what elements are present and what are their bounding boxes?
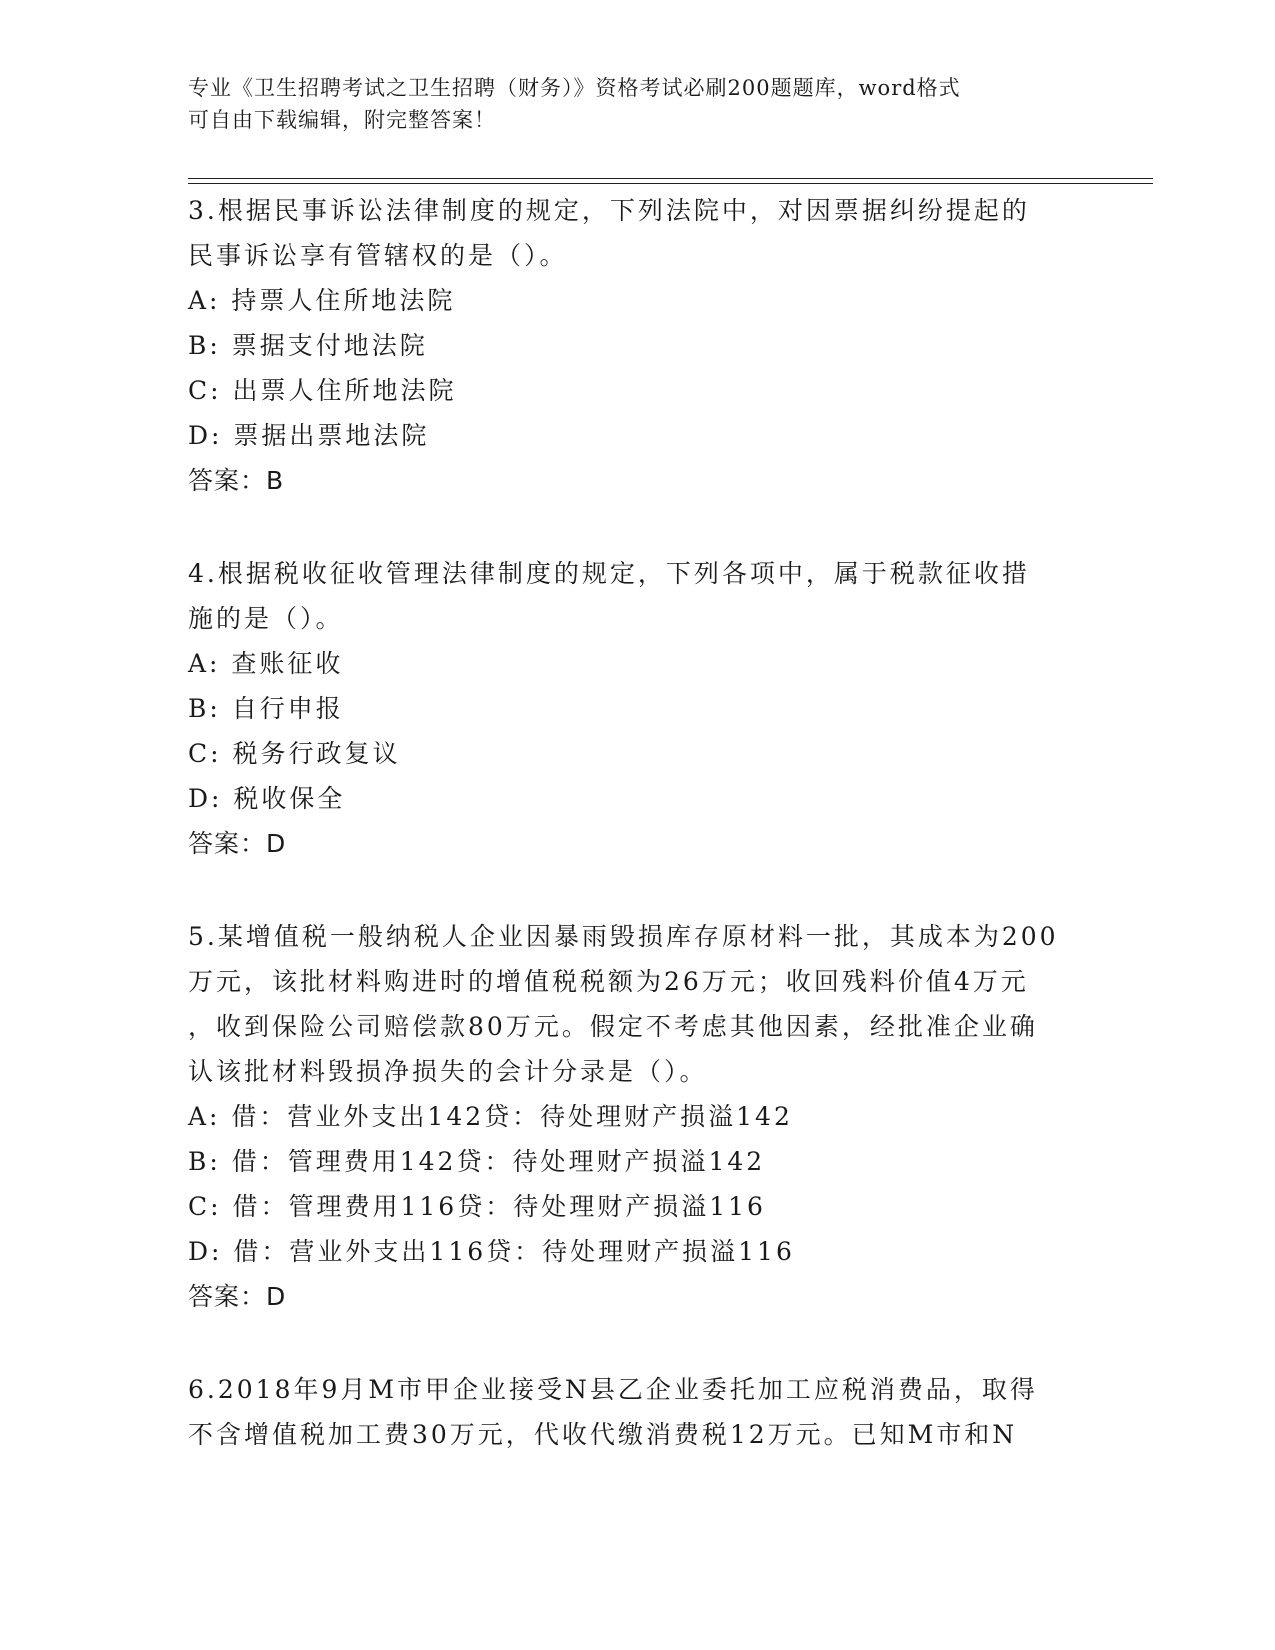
option-b: B: 借：管理费用142贷：待处理财产损溢142 <box>188 1147 766 1176</box>
header-line-1: 专业《卫生招聘考试之卫生招聘（财务）》资格考试必刷200题题库，word格式 <box>188 76 961 100</box>
question-3 <box>188 188 1088 503</box>
header-line-2: 可自由下载编辑，附完整答案！ <box>188 108 496 132</box>
question-5 <box>188 914 1088 1319</box>
document-header <box>188 72 1068 136</box>
question-4 <box>188 551 1088 866</box>
header-divider-top <box>188 178 1153 179</box>
option-d: D: 票据出票地法院 <box>188 421 430 450</box>
option-d: D: 税收保全 <box>188 784 346 813</box>
answer: 答案：D <box>188 1282 287 1311</box>
question-6 <box>188 1367 1088 1457</box>
answer: 答案：D <box>188 829 287 858</box>
option-a: A: 查账征收 <box>188 649 344 678</box>
option-a: A: 持票人住所地法院 <box>188 286 456 315</box>
question-stem-line: 认该批材料毁损净损失的会计分录是（）。 <box>188 1057 708 1086</box>
option-a: A: 借：营业外支出142贷：待处理财产损溢142 <box>188 1102 793 1131</box>
option-b: B: 票据支付地法院 <box>188 331 428 360</box>
answer: 答案：B <box>188 466 285 495</box>
question-stem-line: 3.根据民事诉讼法律制度的规定，下列法院中，对因票据纠纷提起的 <box>188 196 1030 225</box>
question-stem-line: 4.根据税收征收管理法律制度的规定，下列各项中，属于税款征收措 <box>188 559 1030 588</box>
option-c: C: 出票人住所地法院 <box>188 376 457 405</box>
question-stem-line: 不含增值税加工费30万元，代收代缴消费税12万元。已知M市和N <box>188 1420 1018 1449</box>
option-d: D: 借：营业外支出116贷：待处理财产损溢116 <box>188 1237 795 1266</box>
question-stem-line: 5.某增值税一般纳税人企业因暴雨毁损库存原材料一批，其成本为200 <box>188 922 1059 951</box>
option-c: C: 借：管理费用116贷：待处理财产损溢116 <box>188 1192 766 1221</box>
option-b: B: 自行申报 <box>188 694 344 723</box>
question-stem-line: 万元，该批材料购进时的增值税税额为26万元；收回残料价值4万元 <box>188 967 1029 996</box>
question-stem-line: 6.2018年9月M市甲企业接受N县乙企业委托加工应税消费品，取得 <box>188 1375 1038 1404</box>
option-c: C: 税务行政复议 <box>188 739 401 768</box>
header-divider-bottom <box>188 183 1153 184</box>
question-stem-line: 施的是（）。 <box>188 604 344 633</box>
question-stem-line: 民事诉讼享有管辖权的是（）。 <box>188 241 568 270</box>
question-stem-line: ，收到保险公司赔偿款80万元。假定不考虑其他因素，经批准企业确 <box>188 1012 1038 1041</box>
